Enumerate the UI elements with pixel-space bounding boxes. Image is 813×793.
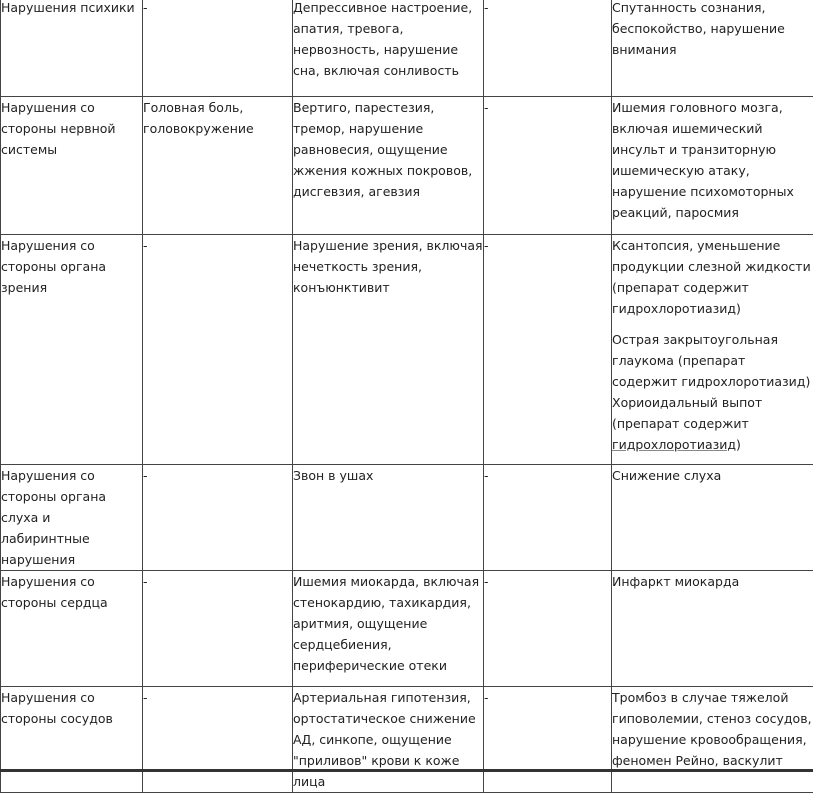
- cell-paragraph: Спутанность сознания, беспокойство, нарушение внимания: [612, 0, 813, 60]
- frequency-cell: Вертиго, парестезия, тремор, нарушение равновесия, ощущение жжения кожных покровов, дисгевзия, агевзия: [293, 97, 484, 235]
- frequency-cell: -: [484, 97, 612, 235]
- cell-paragraph: [612, 392, 813, 455]
- frequency-cell: Ишемия миокарда, включая стенокардию, тахикардия, аритмия, ощущение сердцебиения, периферические отеки: [293, 571, 484, 687]
- frequency-cell: Артериальная гипотензия, ортостатическое снижение АД, синкопе, ощущение "приливов" крови к коже лица: [293, 687, 484, 793]
- glossary-link[interactable]: гидрохлоротиазид: [612, 437, 736, 452]
- organ-class-cell: Нарушения со стороны органа зрения: [1, 235, 143, 465]
- frequency-cell: Депрессивное настроение, апатия, тревога, нервозность, нарушение сна, включая сонливость: [293, 0, 484, 97]
- frequency-cell: [612, 97, 813, 235]
- frequency-cell: -: [143, 235, 293, 465]
- table-row: [1, 571, 813, 687]
- table-row: [1, 465, 813, 571]
- frequency-cell: -: [484, 465, 612, 571]
- frequency-cell: Нарушение зрения, включая нечеткость зрения, конъюнктивит: [293, 235, 484, 465]
- organ-class-cell: Нарушения со стороны нервной системы: [1, 97, 143, 235]
- frequency-cell: -: [143, 571, 293, 687]
- frequency-cell: -: [143, 0, 293, 97]
- table-row: [1, 97, 813, 235]
- cell-paragraph: Острая закрытоугольная глаукома (препарат содержит гидрохлоротиазид): [612, 329, 813, 392]
- cell-text: Хориоидальный выпот (препарат содержит: [612, 395, 762, 431]
- frequency-cell: -: [143, 687, 293, 793]
- frequency-cell: [612, 571, 813, 687]
- frequency-cell: [612, 465, 813, 571]
- frequency-cell: [612, 687, 813, 793]
- frequency-cell: -: [484, 235, 612, 465]
- table-row: [1, 235, 813, 465]
- frequency-cell: Звон в ушах: [293, 465, 484, 571]
- organ-class-cell: Нарушения психики: [1, 0, 143, 97]
- organ-class-cell: Нарушения со стороны сосудов: [1, 687, 143, 793]
- cell-paragraph: Снижение слуха: [612, 465, 813, 486]
- frequency-cell: -: [484, 571, 612, 687]
- cell-paragraph: Тромбоз в случае тяжелой гиповолемии, стеноз сосудов, нарушение кровообращения, феномен Рейно, васкулит: [612, 687, 813, 771]
- cell-paragraph: Инфаркт миокарда: [612, 571, 813, 592]
- organ-class-cell: Нарушения со стороны органа слуха и лабиринтные нарушения: [1, 465, 143, 571]
- organ-class-cell: Нарушения со стороны сердца: [1, 571, 143, 687]
- table-bottom-border: [0, 769, 813, 772]
- frequency-cell: -: [484, 687, 612, 793]
- frequency-cell: -: [143, 465, 293, 571]
- frequency-cell: -: [484, 0, 612, 97]
- frequency-cell: Головная боль, головокружение: [143, 97, 293, 235]
- frequency-cell: [612, 0, 813, 97]
- cell-text: ): [736, 437, 741, 452]
- cell-paragraph: Ксантопсия, уменьшение продукции слезной жидкости (препарат содержит гидрохлоротиазид): [612, 235, 813, 319]
- frequency-cell: [612, 235, 813, 465]
- table-row: [1, 687, 813, 793]
- table-row: [1, 0, 813, 97]
- cell-paragraph: Ишемия головного мозга, включая ишемический инсульт и транзиторную ишемическую атаку, нарушение психомоторных реакций, паросмия: [612, 97, 813, 223]
